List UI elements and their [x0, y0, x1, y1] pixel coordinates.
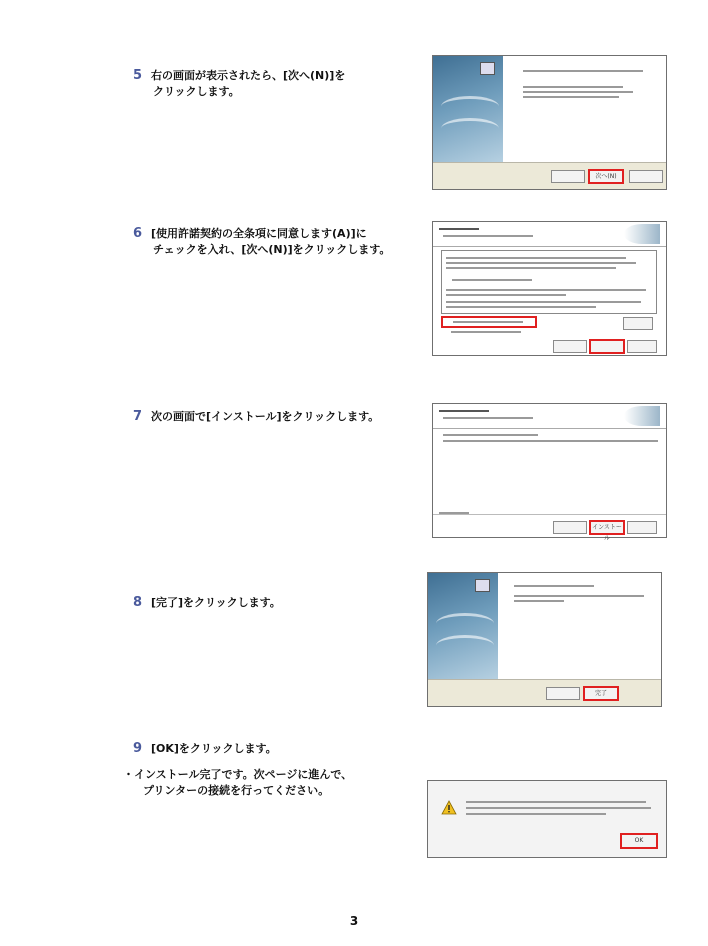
print-button[interactable]: [623, 317, 653, 330]
page-number: 3: [349, 914, 359, 928]
back-button[interactable]: [546, 687, 580, 700]
install-button[interactable]: インストール: [589, 520, 625, 535]
step-text-cont: クリックします。: [153, 85, 240, 98]
step-text: [完了]をクリックします。: [151, 596, 281, 609]
cancel-button[interactable]: [627, 521, 657, 534]
wizard-footer: [433, 162, 666, 189]
screenshot-setup-complete: [427, 572, 662, 707]
screenshot-license-agreement: [432, 221, 667, 356]
back-button[interactable]: [553, 340, 587, 353]
ok-button[interactable]: OK: [620, 833, 658, 849]
screenshot-ok-dialog: [427, 780, 667, 858]
screenshot-ready-to-install: [432, 403, 667, 542]
step-text: [使用許諾契約の全条項に同意します(A)]に: [151, 227, 367, 240]
note-text: ・インストール完了です。次ページに進んで、: [123, 768, 353, 781]
completion-note: [123, 767, 352, 799]
note-text-cont: プリンターの接続を行ってください。: [143, 784, 330, 797]
setup-icon: [480, 62, 495, 75]
license-text-box[interactable]: [441, 250, 657, 314]
wizard-footer: [428, 679, 661, 706]
back-button[interactable]: [551, 170, 585, 183]
step-6: [133, 226, 390, 258]
step-text: 次の画面で[インストール]をクリックします。: [151, 410, 380, 423]
cancel-button[interactable]: [627, 340, 657, 353]
cancel-button[interactable]: [624, 687, 656, 698]
step-number: 8: [133, 595, 143, 610]
step-number: 5: [133, 68, 143, 83]
step-text: [OK]をクリックします。: [151, 742, 277, 755]
next-button[interactable]: 次へ(N): [588, 169, 624, 184]
cancel-button[interactable]: [629, 170, 663, 183]
header-graphic: [624, 224, 660, 244]
step-number: 9: [133, 741, 143, 756]
step-5: [133, 68, 345, 100]
step-9: [133, 741, 277, 757]
finish-button[interactable]: 完了: [583, 686, 619, 701]
wizard-header: [433, 404, 666, 429]
next-button[interactable]: [589, 339, 625, 354]
step-7: [133, 409, 379, 425]
step-number: 7: [133, 409, 143, 424]
setup-icon: [475, 579, 490, 592]
step-number: 6: [133, 226, 143, 241]
warning-icon: [442, 801, 456, 814]
back-button[interactable]: [553, 521, 587, 534]
step-text-cont: チェックを入れ、[次へ(N)]をクリックします。: [153, 243, 391, 256]
header-graphic: [624, 406, 660, 426]
step-8: [133, 595, 281, 611]
screenshot-setup-welcome: [432, 55, 667, 190]
accept-radio-highlight[interactable]: [441, 316, 537, 328]
step-text: 右の画面が表示されたら、[次へ(N)]を: [151, 69, 346, 82]
wizard-header: [433, 222, 666, 247]
